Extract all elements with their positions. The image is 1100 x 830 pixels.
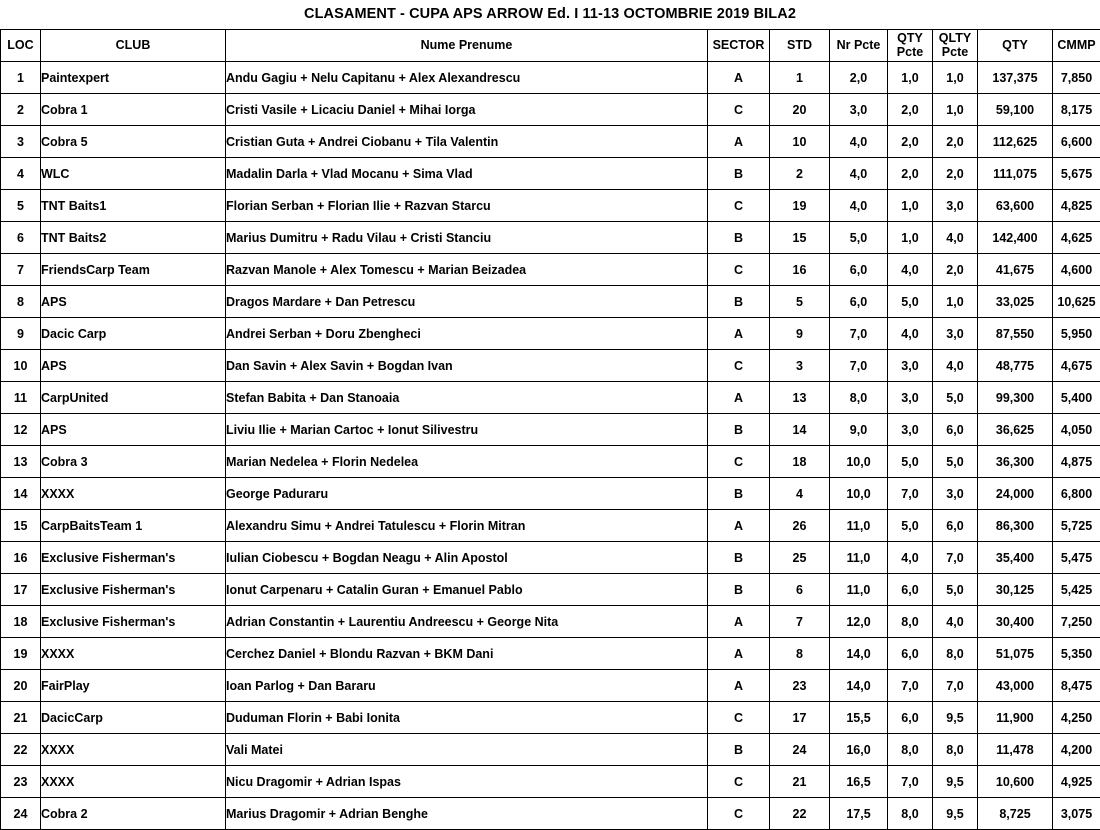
cell-qtypcte: 6,0 — [888, 702, 933, 734]
cell-qtypcte: 7,0 — [888, 670, 933, 702]
cell-qltypcte: 1,0 — [933, 62, 978, 94]
cell-std: 21 — [770, 766, 830, 798]
cell-nrpcte: 17,5 — [830, 798, 888, 830]
cell-nrpcte: 12,0 — [830, 606, 888, 638]
cell-qty: 30,400 — [978, 606, 1053, 638]
cell-loc: 6 — [1, 222, 41, 254]
cell-qtypcte: 2,0 — [888, 126, 933, 158]
cell-nume: Cristian Guta + Andrei Ciobanu + Tila Valentin — [226, 126, 708, 158]
cell-qty: 59,100 — [978, 94, 1053, 126]
cell-cmmp: 4,675 — [1053, 350, 1100, 382]
cell-cmmp: 5,400 — [1053, 382, 1100, 414]
cell-qltypcte: 8,0 — [933, 638, 978, 670]
table-row — [1, 382, 1100, 414]
cell-std: 2 — [770, 158, 830, 190]
cell-nume: Florian Serban + Florian Ilie + Razvan Starcu — [226, 190, 708, 222]
cell-club: FriendsCarp Team — [41, 254, 226, 286]
cell-qty: 10,600 — [978, 766, 1053, 798]
cell-sector: A — [708, 638, 770, 670]
cell-qltypcte: 3,0 — [933, 318, 978, 350]
page-title: CLASAMENT - CUPA APS ARROW Ed. I 11-13 OCTOMBRIE 2019 BILA2 — [0, 0, 1100, 29]
cell-qltypcte: 1,0 — [933, 94, 978, 126]
column-header-qlty-pcte-line1: QLTY — [933, 32, 977, 46]
cell-cmmp: 7,850 — [1053, 62, 1100, 94]
cell-qty: 87,550 — [978, 318, 1053, 350]
cell-std: 24 — [770, 734, 830, 766]
cell-nrpcte: 14,0 — [830, 638, 888, 670]
cell-loc: 15 — [1, 510, 41, 542]
cell-club: FairPlay — [41, 670, 226, 702]
cell-club: APS — [41, 286, 226, 318]
cell-nrpcte: 5,0 — [830, 222, 888, 254]
cell-sector: A — [708, 510, 770, 542]
cell-std: 15 — [770, 222, 830, 254]
cell-qtypcte: 8,0 — [888, 798, 933, 830]
cell-std: 25 — [770, 542, 830, 574]
cell-qty: 142,400 — [978, 222, 1053, 254]
cell-qltypcte: 6,0 — [933, 510, 978, 542]
cell-std: 18 — [770, 446, 830, 478]
cell-qtypcte: 2,0 — [888, 158, 933, 190]
table-row — [1, 286, 1100, 318]
cell-cmmp: 4,925 — [1053, 766, 1100, 798]
cell-qtypcte: 2,0 — [888, 94, 933, 126]
table-row — [1, 126, 1100, 158]
table-header-row — [1, 30, 1100, 62]
cell-qltypcte: 2,0 — [933, 254, 978, 286]
cell-cmmp: 4,625 — [1053, 222, 1100, 254]
cell-qty: 137,375 — [978, 62, 1053, 94]
cell-club: TNT Baits1 — [41, 190, 226, 222]
cell-qltypcte: 9,5 — [933, 702, 978, 734]
table-row — [1, 414, 1100, 446]
cell-nrpcte: 2,0 — [830, 62, 888, 94]
cell-nume: Nicu Dragomir + Adrian Ispas — [226, 766, 708, 798]
cell-std: 10 — [770, 126, 830, 158]
cell-club: CarpBaitsTeam 1 — [41, 510, 226, 542]
cell-nrpcte: 6,0 — [830, 254, 888, 286]
cell-nrpcte: 4,0 — [830, 158, 888, 190]
cell-club: Exclusive Fisherman's — [41, 542, 226, 574]
cell-qty: 36,625 — [978, 414, 1053, 446]
cell-std: 5 — [770, 286, 830, 318]
cell-std: 16 — [770, 254, 830, 286]
cell-cmmp: 4,825 — [1053, 190, 1100, 222]
cell-loc: 24 — [1, 798, 41, 830]
cell-sector: B — [708, 478, 770, 510]
table-row — [1, 542, 1100, 574]
column-header-loc: LOC — [1, 30, 41, 62]
cell-nrpcte: 4,0 — [830, 126, 888, 158]
cell-std: 13 — [770, 382, 830, 414]
cell-qty: 30,125 — [978, 574, 1053, 606]
cell-sector: A — [708, 318, 770, 350]
table-row — [1, 222, 1100, 254]
cell-club: DacicCarp — [41, 702, 226, 734]
cell-qtypcte: 7,0 — [888, 766, 933, 798]
cell-nume: Dan Savin + Alex Savin + Bogdan Ivan — [226, 350, 708, 382]
cell-sector: C — [708, 350, 770, 382]
cell-std: 14 — [770, 414, 830, 446]
cell-sector: A — [708, 670, 770, 702]
cell-qltypcte: 3,0 — [933, 478, 978, 510]
cell-qltypcte: 9,5 — [933, 766, 978, 798]
table-row — [1, 702, 1100, 734]
cell-cmmp: 3,075 — [1053, 798, 1100, 830]
ranking-table — [0, 29, 1100, 830]
cell-club: Cobra 1 — [41, 94, 226, 126]
cell-cmmp: 4,050 — [1053, 414, 1100, 446]
cell-sector: B — [708, 734, 770, 766]
cell-qltypcte: 1,0 — [933, 286, 978, 318]
cell-nume: Vali Matei — [226, 734, 708, 766]
cell-nrpcte: 7,0 — [830, 350, 888, 382]
cell-sector: A — [708, 62, 770, 94]
cell-qltypcte: 5,0 — [933, 574, 978, 606]
cell-nrpcte: 3,0 — [830, 94, 888, 126]
cell-qltypcte: 7,0 — [933, 542, 978, 574]
cell-qtypcte: 5,0 — [888, 286, 933, 318]
table-row — [1, 798, 1100, 830]
cell-cmmp: 6,600 — [1053, 126, 1100, 158]
cell-loc: 23 — [1, 766, 41, 798]
cell-club: XXXX — [41, 478, 226, 510]
cell-nume: Cristi Vasile + Licaciu Daniel + Mihai Iorga — [226, 94, 708, 126]
cell-std: 22 — [770, 798, 830, 830]
cell-qtypcte: 1,0 — [888, 222, 933, 254]
cell-qty: 99,300 — [978, 382, 1053, 414]
column-header-std: STD — [770, 30, 830, 62]
cell-sector: C — [708, 446, 770, 478]
cell-cmmp: 5,350 — [1053, 638, 1100, 670]
cell-qltypcte: 2,0 — [933, 158, 978, 190]
cell-qty: 43,000 — [978, 670, 1053, 702]
cell-nrpcte: 15,5 — [830, 702, 888, 734]
cell-nume: Alexandru Simu + Andrei Tatulescu + Florin Mitran — [226, 510, 708, 542]
cell-loc: 17 — [1, 574, 41, 606]
cell-loc: 12 — [1, 414, 41, 446]
cell-std: 1 — [770, 62, 830, 94]
cell-cmmp: 5,725 — [1053, 510, 1100, 542]
cell-qltypcte: 9,5 — [933, 798, 978, 830]
cell-cmmp: 5,475 — [1053, 542, 1100, 574]
cell-qtypcte: 6,0 — [888, 574, 933, 606]
cell-qty: 48,775 — [978, 350, 1053, 382]
column-header-cmmp: CMMP — [1053, 30, 1100, 62]
cell-loc: 21 — [1, 702, 41, 734]
cell-nume: Ionut Carpenaru + Catalin Guran + Emanuel Pablo — [226, 574, 708, 606]
cell-nrpcte: 16,0 — [830, 734, 888, 766]
cell-club: Exclusive Fisherman's — [41, 574, 226, 606]
column-header-qlty-pcte — [933, 30, 978, 62]
cell-nume: Marius Dragomir + Adrian Benghe — [226, 798, 708, 830]
cell-qtypcte: 5,0 — [888, 510, 933, 542]
cell-nrpcte: 14,0 — [830, 670, 888, 702]
cell-nume: Duduman Florin + Babi Ionita — [226, 702, 708, 734]
column-header-qty: QTY — [978, 30, 1053, 62]
table-row — [1, 670, 1100, 702]
cell-club: TNT Baits2 — [41, 222, 226, 254]
cell-qtypcte: 4,0 — [888, 542, 933, 574]
cell-nume: Iulian Ciobescu + Bogdan Neagu + Alin Apostol — [226, 542, 708, 574]
cell-loc: 10 — [1, 350, 41, 382]
cell-sector: A — [708, 606, 770, 638]
cell-nrpcte: 8,0 — [830, 382, 888, 414]
cell-qltypcte: 7,0 — [933, 670, 978, 702]
cell-cmmp: 10,625 — [1053, 286, 1100, 318]
cell-cmmp: 5,425 — [1053, 574, 1100, 606]
cell-loc: 13 — [1, 446, 41, 478]
table-row — [1, 606, 1100, 638]
cell-qtypcte: 4,0 — [888, 318, 933, 350]
column-header-sector: SECTOR — [708, 30, 770, 62]
cell-nrpcte: 10,0 — [830, 478, 888, 510]
cell-qltypcte: 4,0 — [933, 350, 978, 382]
cell-nume: George Paduraru — [226, 478, 708, 510]
cell-nume: Madalin Darla + Vlad Mocanu + Sima Vlad — [226, 158, 708, 190]
table-row — [1, 350, 1100, 382]
cell-qty: 41,675 — [978, 254, 1053, 286]
cell-nrpcte: 11,0 — [830, 574, 888, 606]
cell-club: Cobra 2 — [41, 798, 226, 830]
cell-qty: 63,600 — [978, 190, 1053, 222]
table-header — [1, 30, 1100, 62]
cell-std: 4 — [770, 478, 830, 510]
cell-nrpcte: 11,0 — [830, 542, 888, 574]
cell-loc: 7 — [1, 254, 41, 286]
cell-club: Cobra 3 — [41, 446, 226, 478]
cell-loc: 2 — [1, 94, 41, 126]
cell-nrpcte: 16,5 — [830, 766, 888, 798]
column-header-club: CLUB — [41, 30, 226, 62]
cell-nume: Marian Nedelea + Florin Nedelea — [226, 446, 708, 478]
cell-sector: C — [708, 702, 770, 734]
cell-club: Paintexpert — [41, 62, 226, 94]
cell-sector: C — [708, 94, 770, 126]
cell-std: 23 — [770, 670, 830, 702]
table-row — [1, 94, 1100, 126]
cell-qty: 35,400 — [978, 542, 1053, 574]
cell-nume: Cerchez Daniel + Blondu Razvan + BKM Dani — [226, 638, 708, 670]
cell-loc: 19 — [1, 638, 41, 670]
cell-club: Exclusive Fisherman's — [41, 606, 226, 638]
cell-qtypcte: 1,0 — [888, 190, 933, 222]
table-row — [1, 254, 1100, 286]
column-header-nume-prenume: Nume Prenume — [226, 30, 708, 62]
cell-club: Dacic Carp — [41, 318, 226, 350]
cell-loc: 22 — [1, 734, 41, 766]
table-row — [1, 766, 1100, 798]
cell-cmmp: 8,475 — [1053, 670, 1100, 702]
table-row — [1, 574, 1100, 606]
table-row — [1, 734, 1100, 766]
cell-loc: 20 — [1, 670, 41, 702]
cell-sector: A — [708, 382, 770, 414]
cell-qltypcte: 8,0 — [933, 734, 978, 766]
cell-club: Cobra 5 — [41, 126, 226, 158]
cell-std: 9 — [770, 318, 830, 350]
cell-loc: 5 — [1, 190, 41, 222]
cell-nrpcte: 10,0 — [830, 446, 888, 478]
cell-sector: B — [708, 542, 770, 574]
cell-sector: B — [708, 286, 770, 318]
cell-sector: A — [708, 126, 770, 158]
cell-loc: 11 — [1, 382, 41, 414]
cell-nrpcte: 9,0 — [830, 414, 888, 446]
cell-club: XXXX — [41, 638, 226, 670]
cell-nume: Stefan Babita + Dan Stanoaia — [226, 382, 708, 414]
cell-qtypcte: 3,0 — [888, 382, 933, 414]
table-row — [1, 190, 1100, 222]
cell-loc: 14 — [1, 478, 41, 510]
cell-qltypcte: 2,0 — [933, 126, 978, 158]
cell-qltypcte: 6,0 — [933, 414, 978, 446]
cell-qty: 11,900 — [978, 702, 1053, 734]
cell-qty: 51,075 — [978, 638, 1053, 670]
table-row — [1, 446, 1100, 478]
cell-sector: C — [708, 190, 770, 222]
column-header-qty-pcte-line1: QTY — [888, 32, 932, 46]
cell-cmmp: 4,600 — [1053, 254, 1100, 286]
cell-cmmp: 4,200 — [1053, 734, 1100, 766]
cell-nume: Marius Dumitru + Radu Vilau + Cristi Stanciu — [226, 222, 708, 254]
cell-club: WLC — [41, 158, 226, 190]
table-row — [1, 478, 1100, 510]
cell-nume: Dragos Mardare + Dan Petrescu — [226, 286, 708, 318]
cell-qty: 24,000 — [978, 478, 1053, 510]
column-header-qty-pcte — [888, 30, 933, 62]
cell-cmmp: 8,175 — [1053, 94, 1100, 126]
cell-std: 19 — [770, 190, 830, 222]
table-row — [1, 638, 1100, 670]
cell-qltypcte: 4,0 — [933, 222, 978, 254]
cell-cmmp: 7,250 — [1053, 606, 1100, 638]
cell-qltypcte: 5,0 — [933, 446, 978, 478]
cell-loc: 16 — [1, 542, 41, 574]
column-header-qty-pcte-line2: Pcte — [888, 46, 932, 60]
cell-qty: 8,725 — [978, 798, 1053, 830]
cell-cmmp: 5,675 — [1053, 158, 1100, 190]
cell-sector: B — [708, 222, 770, 254]
cell-nume: Razvan Manole + Alex Tomescu + Marian Beizadea — [226, 254, 708, 286]
cell-qty: 86,300 — [978, 510, 1053, 542]
cell-qtypcte: 3,0 — [888, 350, 933, 382]
cell-qty: 36,300 — [978, 446, 1053, 478]
cell-qty: 111,075 — [978, 158, 1053, 190]
cell-sector: B — [708, 414, 770, 446]
cell-qty: 33,025 — [978, 286, 1053, 318]
cell-qty: 11,478 — [978, 734, 1053, 766]
cell-nume: Adrian Constantin + Laurentiu Andreescu + George Nita — [226, 606, 708, 638]
column-header-nr-pcte: Nr Pcte — [830, 30, 888, 62]
cell-club: APS — [41, 414, 226, 446]
table-row — [1, 510, 1100, 542]
cell-loc: 3 — [1, 126, 41, 158]
cell-club: XXXX — [41, 766, 226, 798]
cell-qtypcte: 6,0 — [888, 638, 933, 670]
cell-nume: Andu Gagiu + Nelu Capitanu + Alex Alexandrescu — [226, 62, 708, 94]
cell-club: XXXX — [41, 734, 226, 766]
cell-qtypcte: 5,0 — [888, 446, 933, 478]
cell-qtypcte: 3,0 — [888, 414, 933, 446]
cell-qty: 112,625 — [978, 126, 1053, 158]
cell-cmmp: 5,950 — [1053, 318, 1100, 350]
cell-qltypcte: 4,0 — [933, 606, 978, 638]
cell-cmmp: 4,250 — [1053, 702, 1100, 734]
cell-nrpcte: 11,0 — [830, 510, 888, 542]
table-row — [1, 62, 1100, 94]
cell-qtypcte: 8,0 — [888, 734, 933, 766]
table-row — [1, 318, 1100, 350]
cell-loc: 8 — [1, 286, 41, 318]
table-row — [1, 158, 1100, 190]
cell-nume: Liviu Ilie + Marian Cartoc + Ionut Silivestru — [226, 414, 708, 446]
cell-qtypcte: 4,0 — [888, 254, 933, 286]
cell-loc: 9 — [1, 318, 41, 350]
cell-std: 26 — [770, 510, 830, 542]
cell-qtypcte: 7,0 — [888, 478, 933, 510]
cell-std: 7 — [770, 606, 830, 638]
cell-club: APS — [41, 350, 226, 382]
cell-std: 3 — [770, 350, 830, 382]
cell-nrpcte: 7,0 — [830, 318, 888, 350]
cell-nrpcte: 6,0 — [830, 286, 888, 318]
cell-qtypcte: 1,0 — [888, 62, 933, 94]
cell-cmmp: 4,875 — [1053, 446, 1100, 478]
cell-loc: 4 — [1, 158, 41, 190]
cell-qtypcte: 8,0 — [888, 606, 933, 638]
cell-nrpcte: 4,0 — [830, 190, 888, 222]
cell-sector: C — [708, 798, 770, 830]
cell-nume: Ioan Parlog + Dan Bararu — [226, 670, 708, 702]
cell-std: 20 — [770, 94, 830, 126]
cell-qltypcte: 5,0 — [933, 382, 978, 414]
cell-std: 17 — [770, 702, 830, 734]
cell-cmmp: 6,800 — [1053, 478, 1100, 510]
cell-qltypcte: 3,0 — [933, 190, 978, 222]
cell-club: CarpUnited — [41, 382, 226, 414]
table-body — [1, 62, 1100, 830]
cell-sector: C — [708, 766, 770, 798]
column-header-qlty-pcte-line2: Pcte — [933, 46, 977, 60]
cell-sector: C — [708, 254, 770, 286]
cell-sector: B — [708, 574, 770, 606]
cell-loc: 1 — [1, 62, 41, 94]
cell-std: 6 — [770, 574, 830, 606]
cell-sector: B — [708, 158, 770, 190]
cell-loc: 18 — [1, 606, 41, 638]
cell-std: 8 — [770, 638, 830, 670]
cell-nume: Andrei Serban + Doru Zbengheci — [226, 318, 708, 350]
